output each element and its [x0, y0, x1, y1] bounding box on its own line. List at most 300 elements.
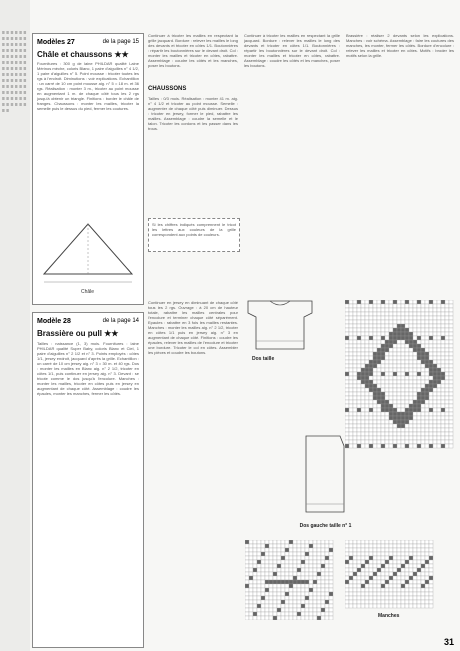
grid-cell: [349, 352, 353, 356]
grid-cell: [369, 328, 373, 332]
grid-cell: [357, 416, 361, 420]
grid-cell: [285, 576, 289, 580]
grid-cell: [405, 544, 409, 548]
grid-cell: [373, 404, 377, 408]
grid-cell: [409, 312, 413, 316]
grid-cell: [413, 332, 417, 336]
grid-cell: [329, 612, 333, 616]
grid-cell: [417, 404, 421, 408]
grid-cell: [317, 564, 321, 568]
grid-cell: [357, 340, 361, 344]
grid-cell: [365, 320, 369, 324]
grid-cell: [397, 304, 401, 308]
grid-cell: [357, 428, 361, 432]
grid-cell: [321, 576, 325, 580]
grid-cell: [317, 608, 321, 612]
grid-cell: [377, 544, 381, 548]
grid-cell: [345, 396, 349, 400]
grid-cell: [357, 552, 361, 556]
grid-cell: [385, 396, 389, 400]
grid-cell: [381, 392, 385, 396]
grid-cell: [245, 552, 249, 556]
grid-cell: [417, 580, 421, 584]
grid-cell: [409, 560, 413, 564]
grid-cell: [277, 564, 281, 568]
grid-cell: [349, 344, 353, 348]
grid-cell: [365, 308, 369, 312]
grid-cell: [409, 372, 413, 376]
grid-cell: [389, 388, 393, 392]
grid-cell: [405, 380, 409, 384]
grid-cell: [365, 388, 369, 392]
grid-cell: [393, 600, 397, 604]
grid-cell: [297, 552, 301, 556]
grid-cell: [393, 576, 397, 580]
grid-cell: [373, 372, 377, 376]
grid-cell: [353, 416, 357, 420]
grid-cell: [425, 572, 429, 576]
grid-cell: [393, 404, 397, 408]
grid-cell: [313, 596, 317, 600]
grid-cell: [325, 568, 329, 572]
grid-cell: [385, 588, 389, 592]
grid-cell: [377, 304, 381, 308]
grid-cell: [409, 384, 413, 388]
grid-cell: [425, 320, 429, 324]
grid-cell: [373, 336, 377, 340]
grid-cell: [437, 380, 441, 384]
grid-cell: [393, 432, 397, 436]
grid-cell: [421, 588, 425, 592]
grid-cell: [293, 564, 297, 568]
grid-cell: [381, 304, 385, 308]
grid-cell: [349, 572, 353, 576]
grid-cell: [369, 324, 373, 328]
column-2-middle-text: Continuer en jersey en diminuant de chaque côté tous les 2 rgs. Ouvrage : à 20 cm de hauteur totale, rabattre les mailles centrales pour l'encolure et terminer chaque côté séparément. Epaules : rabattre en 3 fois les mailles restantes. Manches : monter les mailles aig. n° 2 1/2, tricoter en côtes 1/1 puis en jersey aig. n° 3 en augmentant de chaque côté. Finitions : coudre les épaules, relever les mailles de l'encolure et tricoter une bordure. Tricoter le col en côtes. Assembler les pièces et coudre les boutons.: [148, 300, 238, 355]
grid-cell: [349, 368, 353, 372]
grid-cell: [345, 388, 349, 392]
grid-cell: [377, 328, 381, 332]
grid-cell: [421, 540, 425, 544]
grid-cell: [393, 588, 397, 592]
grid-cell: [373, 592, 377, 596]
model-28-header: [37, 316, 139, 326]
grid-cell: [345, 412, 349, 416]
grid-cell: [345, 408, 349, 412]
grid-cell: [305, 596, 309, 600]
grid-cell: [349, 432, 353, 436]
grid-cell: [381, 576, 385, 580]
grid-cell: [297, 592, 301, 596]
grid-cell: [385, 404, 389, 408]
grid-cell: [325, 580, 329, 584]
grid-cell: [385, 416, 389, 420]
grid-cell: [269, 592, 273, 596]
grid-cell: [437, 432, 441, 436]
grid-cell: [393, 540, 397, 544]
grid-cell: [281, 572, 285, 576]
grid-cell: [449, 420, 453, 424]
grid-cell: [261, 544, 265, 548]
grid-cell: [349, 412, 353, 416]
grid-cell: [429, 424, 433, 428]
grid-cell: [365, 592, 369, 596]
grid-cell: [401, 304, 405, 308]
grid-cell: [261, 564, 265, 568]
grid-cell: [373, 596, 377, 600]
grid-cell: [353, 348, 357, 352]
grid-cell: [365, 324, 369, 328]
grid-cell: [377, 364, 381, 368]
grid-cell: [305, 588, 309, 592]
grid-cell: [365, 588, 369, 592]
grid-cell: [269, 612, 273, 616]
grid-cell: [317, 556, 321, 560]
grid-cell: [393, 440, 397, 444]
grid-cell: [413, 408, 417, 412]
grid-cell: [385, 372, 389, 376]
grid-cell: [413, 356, 417, 360]
grid-cell: [449, 356, 453, 360]
grid-cell: [429, 304, 433, 308]
grid-cell: [381, 408, 385, 412]
grid-cell: [381, 308, 385, 312]
grid-cell: [377, 408, 381, 412]
grid-cell: [281, 568, 285, 572]
grid-cell: [257, 608, 261, 612]
grid-cell: [373, 428, 377, 432]
grid-cell: [421, 344, 425, 348]
grid-cell: [401, 404, 405, 408]
grid-cell: [309, 564, 313, 568]
grid-cell: [369, 372, 373, 376]
grid-cell: [401, 300, 405, 304]
grid-cell: [421, 604, 425, 608]
grid-cell: [433, 424, 437, 428]
grid-cell: [445, 352, 449, 356]
grid-cell: [297, 608, 301, 612]
grid-cell: [261, 600, 265, 604]
grid-cell: [389, 556, 393, 560]
grid-cell: [289, 588, 293, 592]
grid-cell: [373, 548, 377, 552]
grid-cell: [369, 576, 373, 580]
grid-cell: [329, 548, 333, 552]
grid-cell: [249, 544, 253, 548]
grid-cell: [413, 308, 417, 312]
grid-cell: [421, 304, 425, 308]
grid-cell: [369, 540, 373, 544]
grid-cell: [449, 312, 453, 316]
grid-cell: [273, 588, 277, 592]
grid-cell: [357, 572, 361, 576]
grid-cell: [349, 384, 353, 388]
grid-cell: [357, 580, 361, 584]
grid-cell: [361, 372, 365, 376]
grid-cell: [361, 424, 365, 428]
grid-cell: [277, 616, 281, 620]
grid-cell: [365, 424, 369, 428]
grid-cell: [413, 300, 417, 304]
grid-cell: [349, 328, 353, 332]
grid-cell: [393, 348, 397, 352]
grid-cell: [449, 432, 453, 436]
grid-cell: [401, 352, 405, 356]
grid-cell: [253, 540, 257, 544]
grid-cell: [417, 560, 421, 564]
grid-cell: [385, 336, 389, 340]
grid-cell: [397, 380, 401, 384]
grid-cell: [385, 348, 389, 352]
grid-cell: [317, 580, 321, 584]
grid-cell: [405, 408, 409, 412]
grid-cell: [393, 388, 397, 392]
grid-cell: [353, 568, 357, 572]
grid-cell: [429, 340, 433, 344]
grid-cell: [353, 384, 357, 388]
grid-cell: [365, 364, 369, 368]
grid-cell: [441, 348, 445, 352]
grid-cell: [365, 356, 369, 360]
grid-cell: [321, 600, 325, 604]
grid-cell: [421, 324, 425, 328]
grid-cell: [405, 368, 409, 372]
grid-cell: [345, 372, 349, 376]
grid-cell: [245, 568, 249, 572]
grid-cell: [429, 380, 433, 384]
grid-cell: [421, 356, 425, 360]
grid-cell: [437, 312, 441, 316]
grid-cell: [393, 360, 397, 364]
grid-cell: [421, 564, 425, 568]
grid-cell: [389, 316, 393, 320]
grid-cell: [401, 312, 405, 316]
grid-cell: [437, 304, 441, 308]
grid-cell: [353, 308, 357, 312]
grid-cell: [397, 604, 401, 608]
grid-cell: [345, 424, 349, 428]
grid-cell: [401, 592, 405, 596]
grid-cell: [429, 372, 433, 376]
grid-cell: [417, 324, 421, 328]
grid-cell: [345, 436, 349, 440]
grid-cell: [261, 612, 265, 616]
grid-cell: [425, 428, 429, 432]
grid-cell: [297, 588, 301, 592]
grid-cell: [417, 344, 421, 348]
grid-cell: [357, 544, 361, 548]
grid-cell: [297, 548, 301, 552]
grid-cell: [293, 604, 297, 608]
grid-cell: [285, 540, 289, 544]
grid-cell: [269, 564, 273, 568]
grid-cell: [425, 416, 429, 420]
grid-cell: [361, 312, 365, 316]
grid-cell: [449, 396, 453, 400]
grid-cell: [425, 324, 429, 328]
grid-cell: [397, 400, 401, 404]
grid-cell: [345, 384, 349, 388]
grid-cell: [421, 548, 425, 552]
grid-cell: [381, 344, 385, 348]
grid-cell: [277, 592, 281, 596]
grid-cell: [265, 588, 269, 592]
grid-cell: [385, 540, 389, 544]
grid-cell: [401, 436, 405, 440]
grid-cell: [389, 432, 393, 436]
grid-cell: [393, 548, 397, 552]
grid-cell: [377, 412, 381, 416]
grid-cell: [413, 596, 417, 600]
grid-cell: [417, 340, 421, 344]
grid-cell: [405, 364, 409, 368]
grid-cell: [285, 612, 289, 616]
grid-cell: [409, 404, 413, 408]
grid-cell: [421, 336, 425, 340]
grid-cell: [257, 604, 261, 608]
grid-cell: [257, 564, 261, 568]
grid-cell: [417, 408, 421, 412]
grid-cell: [353, 344, 357, 348]
grid-cell: [257, 580, 261, 584]
grid-cell: [445, 328, 449, 332]
grid-cell: [349, 324, 353, 328]
grid-cell: [285, 556, 289, 560]
grid-cell: [289, 552, 293, 556]
grid-cell: [265, 608, 269, 612]
grid-cell: [309, 548, 313, 552]
grid-cell: [349, 580, 353, 584]
grid-cell: [417, 376, 421, 380]
grid-cell: [421, 416, 425, 420]
grid-cell: [409, 568, 413, 572]
grid-cell: [309, 608, 313, 612]
grid-cell: [389, 444, 393, 448]
grid-cell: [365, 404, 369, 408]
grid-cell: [301, 576, 305, 580]
grid-cell: [413, 556, 417, 560]
grid-cell: [429, 596, 433, 600]
grid-cell: [397, 376, 401, 380]
grid-cell: [445, 344, 449, 348]
grid-cell: [325, 556, 329, 560]
grid-cell: [373, 556, 377, 560]
grid-cell: [357, 364, 361, 368]
grid-cell: [361, 432, 365, 436]
grid-cell: [353, 300, 357, 304]
grid-cell: [381, 300, 385, 304]
grid-cell: [253, 584, 257, 588]
grid-cell: [381, 320, 385, 324]
grid-cell: [281, 608, 285, 612]
grid-cell: [425, 380, 429, 384]
grid-cell: [257, 572, 261, 576]
grid-cell: [445, 432, 449, 436]
grid-cell: [385, 548, 389, 552]
grid-cell: [353, 436, 357, 440]
grid-cell: [373, 436, 377, 440]
grid-cell: [317, 568, 321, 572]
grid-cell: [393, 572, 397, 576]
grid-cell: [253, 612, 257, 616]
grid-cell: [385, 592, 389, 596]
grid-cell: [377, 396, 381, 400]
grid-cell: [409, 588, 413, 592]
grid-cell: [401, 356, 405, 360]
grid-cell: [389, 340, 393, 344]
grid-cell: [325, 572, 329, 576]
grid-cell: [405, 580, 409, 584]
grid-cell: [433, 428, 437, 432]
grid-cell: [325, 612, 329, 616]
grid-cell: [413, 576, 417, 580]
grid-cell: [249, 604, 253, 608]
grid-cell: [441, 400, 445, 404]
grid-cell: [417, 604, 421, 608]
grid-cell: [377, 548, 381, 552]
grid-cell: [405, 576, 409, 580]
grid-cell: [329, 584, 333, 588]
grid-cell: [329, 568, 333, 572]
grid-cell: [425, 360, 429, 364]
grid-cell: [361, 428, 365, 432]
grid-cell: [273, 580, 277, 584]
grid-cell: [369, 344, 373, 348]
grid-cell: [417, 356, 421, 360]
grid-cell: [445, 364, 449, 368]
grid-cell: [329, 552, 333, 556]
grid-cell: [345, 568, 349, 572]
grid-cell: [349, 392, 353, 396]
grid-cell: [381, 424, 385, 428]
grid-cell: [429, 592, 433, 596]
grid-cell: [417, 440, 421, 444]
grid-cell: [273, 596, 277, 600]
margin-text-fragments: ≡ ≡ ≡ ≡ ≡ ≡ ≡ ≡ ≡ ≡ ≡ ≡ ≡ ≡ ≡ ≡ ≡ ≡ ≡ ≡ ≡ ≡ ≡ ≡ ≡ ≡ ≡ ≡ ≡ ≡ ≡ ≡ ≡ ≡ ≡ ≡ ≡ ≡ ≡ ≡ ≡ ≡ ≡ ≡ ≡ ≡ ≡ ≡ ≡ ≡ ≡ ≡ ≡ ≡ ≡ ≡ ≡ ≡ ≡ ≡ ≡ ≡ ≡ ≡ ≡ ≡ ≡ ≡ ≡ ≡ ≡ ≡ ≡ ≡ ≡ ≡ ≡ ≡ ≡ ≡: [2, 30, 27, 114]
grid-cell: [373, 540, 377, 544]
grid-cell: [433, 368, 437, 372]
grid-cell: [441, 308, 445, 312]
grid-cell: [405, 336, 409, 340]
grid-cell: [349, 596, 353, 600]
grid-cell: [309, 552, 313, 556]
grid-cell: [345, 380, 349, 384]
grid-cell: [345, 540, 349, 544]
grid-cell: [405, 572, 409, 576]
grid-cell: [445, 440, 449, 444]
grid-cell: [345, 552, 349, 556]
grid-cell: [429, 564, 433, 568]
grid-cell: [373, 416, 377, 420]
grid-cell: [441, 408, 445, 412]
manches-grid-label: Manches: [378, 613, 400, 619]
grid-cell: [425, 308, 429, 312]
grid-cell: [281, 540, 285, 544]
grid-cell: [437, 412, 441, 416]
grid-cell: [369, 332, 373, 336]
grid-cell: [317, 560, 321, 564]
grid-cell: [361, 436, 365, 440]
grid-cell: [289, 604, 293, 608]
grid-cell: [349, 600, 353, 604]
grid-cell: [345, 344, 349, 348]
column-4-text: Brassière : réaliser 2 devants selon les explications. Manches : voir schéma. Assemblage : faire les coutures des manches, les monter, fermer les côtés. Bordure d'encolure : relever les mailles et tricoter en côtes. Motifs : broder les motifs selon la grille.: [346, 33, 454, 58]
grid-cell: [345, 328, 349, 332]
grid-cell: [361, 376, 365, 380]
grid-cell: [421, 572, 425, 576]
grid-cell: [361, 336, 365, 340]
grid-cell: [353, 412, 357, 416]
